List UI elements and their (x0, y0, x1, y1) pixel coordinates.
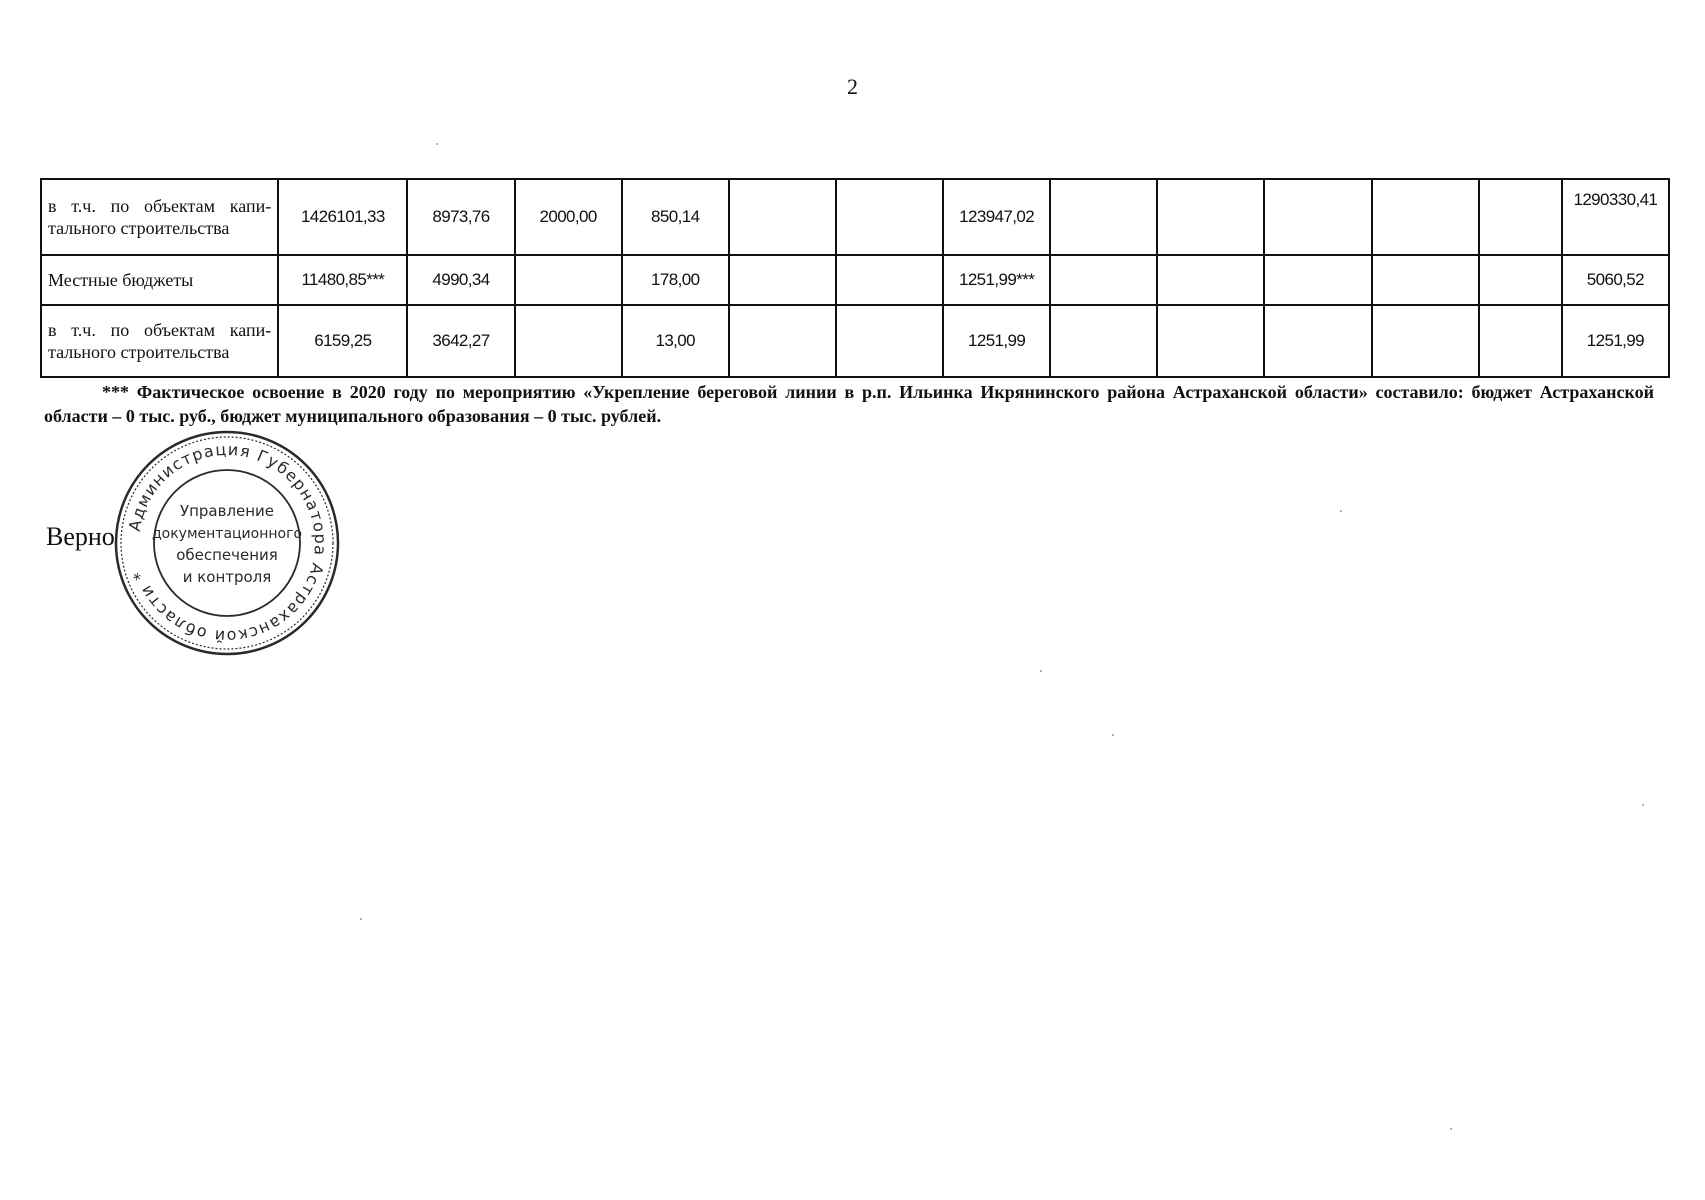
table-cell: 2000,00 (515, 179, 622, 255)
table-row (41, 255, 1669, 305)
table-cell (836, 255, 943, 305)
table-cell: 1251,99 (1562, 305, 1669, 377)
footnote: *** Фактическое освоение в 2020 году по мероприятию «Укрепление береговой линии в р.п. Ильинка Икрянинского района Астраханской области» составило: бюджет Астраханской области – 0 тыс. руб., бюджет муниципального образования – 0 тыс. рублей. (44, 382, 1654, 426)
table-cell (1050, 179, 1157, 255)
table-cell (836, 305, 943, 377)
table-cell: 3642,27 (407, 305, 514, 377)
scan-speck (1040, 670, 1042, 672)
stamp-center-line: документационного (151, 526, 303, 542)
table-cell (1372, 179, 1479, 255)
page-number: 2 (847, 74, 858, 99)
table-cell (1050, 255, 1157, 305)
scan-speck (360, 918, 362, 920)
table-cell: 13,00 (622, 305, 729, 377)
table-cell (1372, 305, 1479, 377)
table-row (41, 179, 1669, 255)
stamp-outer-ring (116, 432, 338, 654)
table-cell: 4990,34 (407, 255, 514, 305)
table-cell (1264, 305, 1371, 377)
table-cell: 1251,99*** (943, 255, 1050, 305)
scan-speck (436, 143, 438, 145)
stamp-dotted-ring (121, 437, 333, 649)
budget-table (40, 178, 1670, 378)
scan-speck (1642, 804, 1644, 806)
stamp-center-line: и контроля (182, 568, 272, 586)
table-cell: 8973,76 (407, 179, 514, 255)
table-cell (515, 255, 622, 305)
table-cell (1050, 305, 1157, 377)
scan-speck (1340, 510, 1342, 512)
table-cell: 6159,25 (278, 305, 407, 377)
table-cell (729, 255, 836, 305)
table-cell (1157, 305, 1264, 377)
table-cell: 123947,02 (943, 179, 1050, 255)
stamp-center-line: Управление (179, 502, 275, 520)
table-cell (515, 305, 622, 377)
table-cell: 1426101,33 (278, 179, 407, 255)
table-cell (1479, 305, 1562, 377)
row-label: Местные бюджеты (41, 255, 278, 305)
table-cell (1372, 255, 1479, 305)
table-cell: 1290330,41 (1562, 179, 1669, 255)
table-cell (836, 179, 943, 255)
table-cell (1479, 255, 1562, 305)
table-cell (1157, 179, 1264, 255)
table-cell (1264, 255, 1371, 305)
official-stamp (112, 428, 342, 658)
scan-speck (1112, 734, 1114, 736)
table-cell (1479, 179, 1562, 255)
table-row (41, 305, 1669, 377)
scan-speck (1450, 1128, 1452, 1130)
verno-label: Верно (46, 522, 115, 551)
row-label: в т.ч. по объектам капи-тального строительства (41, 305, 278, 377)
table-cell: 1251,99 (943, 305, 1050, 377)
table-cell: 178,00 (622, 255, 729, 305)
table-cell (729, 179, 836, 255)
table-cell (1264, 179, 1371, 255)
table-cell: 850,14 (622, 179, 729, 255)
row-label: в т.ч. по объектам капи-тального строительства (41, 179, 278, 255)
table-cell (1157, 255, 1264, 305)
table-cell: 11480,85*** (278, 255, 407, 305)
table-cell: 5060,52 (1562, 255, 1669, 305)
stamp-center-line: обеспечения (176, 546, 278, 564)
table-cell (729, 305, 836, 377)
stamp-ring-text: Администрация Губернатора Астраханской области * (124, 439, 331, 647)
